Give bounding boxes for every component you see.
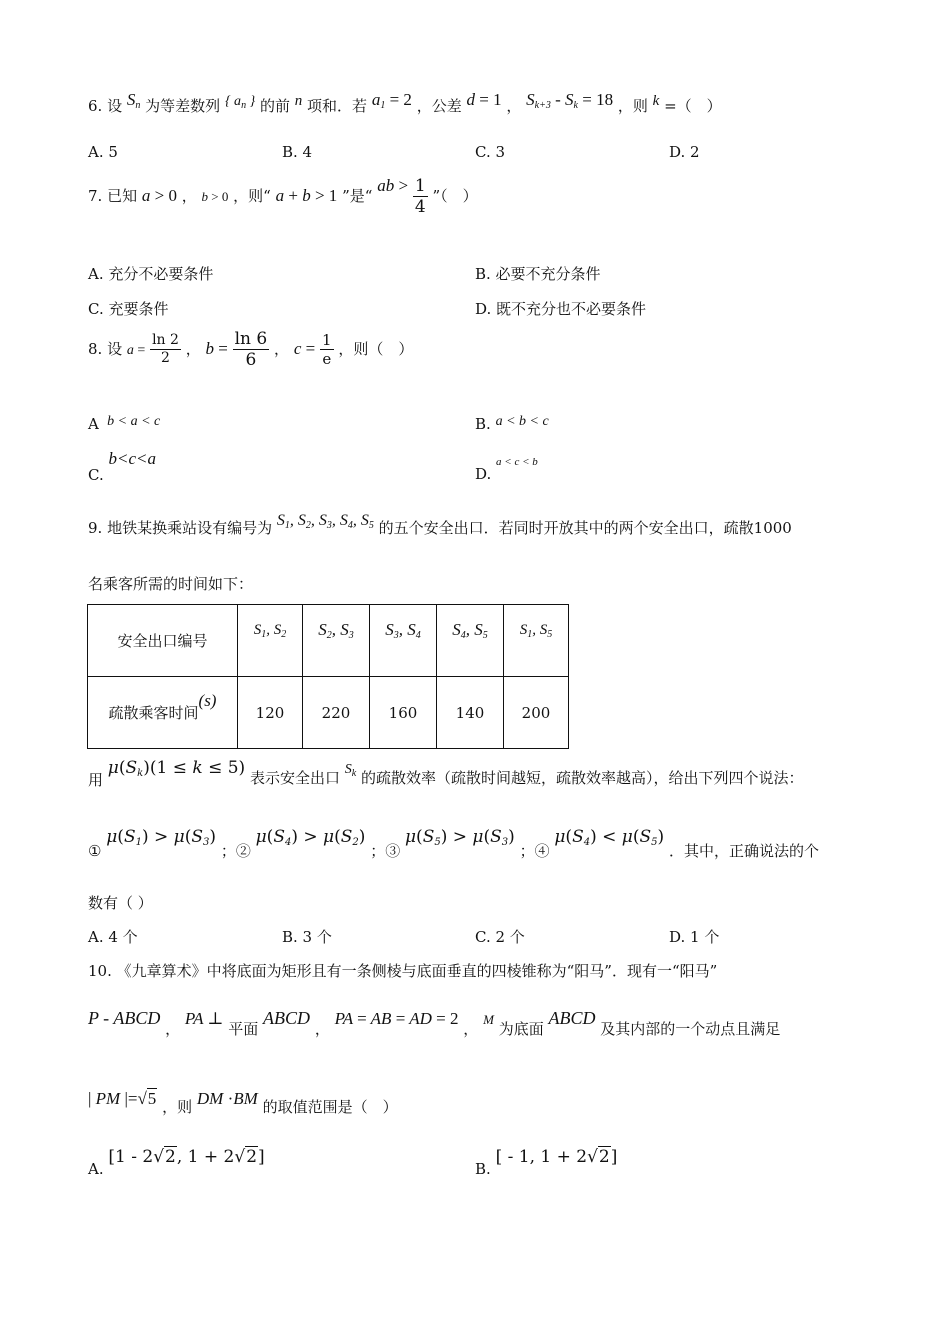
question-10-line1: 10. 《九章算术》中将底面为矩形且有一条侧棱与底面垂直的四棱锥称为“阳马”．现有一“阳马”	[88, 962, 718, 980]
question-7-stem: 7. 已知 a > 0 ， b > 0 ，则“ a + b > 1 ”是“ ab > $\frac{1}{4}$ ”（ ）	[88, 175, 478, 217]
q8-option-d: D. a < c < b	[475, 456, 538, 483]
question-9-efficiency-line: 用 $\mu(S_k)(1 \le k \le 5)$ 表示安全出口 $S_k$ 的疏散效率（疏散时间越短，疏散效率越高），给出下列四个说法：	[88, 758, 804, 789]
table-cell-time: 140	[437, 677, 504, 749]
question-10-line3: | PM |=√5 ，则 DM ·BM 的取值范围是（ ）	[88, 1089, 398, 1116]
table-cell-time: 200	[504, 677, 569, 749]
question-9-statements: ① $\mu(S_1) > \mu(S_3)$ ；② $\mu(S_4) > \mu(S_2)$ ；③ $\mu(S_5) > \mu(S_3)$ ；④ $\mu(S_4) < \mu(S_5)$ ．其中，正确说法的个	[88, 827, 819, 860]
question-9-stem-line1: 9. 地铁某换乘站设有编号为 $S_1$, $S_2$, $S_3$, $S_4$, $S_5$ 的五个安全出口．若同时开放其中的两个安全出口，疏散1000	[88, 512, 792, 537]
q9-option-b: B. 3 个	[282, 928, 332, 946]
evacuation-table	[87, 604, 569, 749]
question-9-stem-end: 数有（ ）	[88, 894, 153, 912]
question-9-stem-line2: 名乘客所需的时间如下：	[88, 575, 254, 593]
table-cell-exit-pair: $S_2$, $S_3$	[303, 605, 370, 677]
q7-option-b: B. 必要不充分条件	[475, 265, 601, 283]
q7-option-c: C. 充要条件	[88, 300, 169, 318]
q8-option-a: A b < a < c	[88, 414, 161, 433]
q7-option-d: D. 既不充分也不必要条件	[475, 300, 647, 318]
q6-option-b: B. 4	[282, 143, 313, 161]
table-cell-exit-pair: $S_3$, $S_4$	[370, 605, 437, 677]
table-cell-time: 160	[370, 677, 437, 749]
q6-option-a: A. 5	[88, 143, 118, 161]
table-cell-exit-pair: $S_4$, $S_5$	[437, 605, 504, 677]
table-cell-exit-pair: $S_1$, $S_5$	[504, 605, 569, 677]
table-header-exit: 安全出口编号	[88, 605, 238, 677]
q10-option-b: B. [ - 1, 1 + 2√2]	[475, 1147, 618, 1178]
question-8-stem: 8. 设 a = $\frac{\ln 2}{2}$ ， b = $\frac{\ln 6}{6}$ ， c = $\frac{1}{e}$ ，则（ ）	[88, 329, 414, 370]
question-6-stem: 6. 设 $S_n$ 为等差数列 { $a_n$ } 的前 n 项和．若 $a_1 = 2$ ，公差 d = 1 ， $S_{k+3} - S_k = 18$ ，则 k =（ ）	[88, 90, 722, 115]
table-row	[88, 677, 569, 749]
q9-option-d: D. 1 个	[669, 928, 720, 946]
table-cell-exit-pair: $S_1$, $S_2$	[238, 605, 303, 677]
q8-option-c: C. b<c<a	[88, 449, 156, 484]
table-row	[88, 605, 569, 677]
table-cell-time: 120	[238, 677, 303, 749]
q10-option-a: A. [1 - 2√2, 1 + 2√2]	[88, 1147, 265, 1178]
q6-option-c: C. 3	[475, 143, 506, 161]
table-header-time: 疏散乘客时间(s)	[88, 677, 238, 749]
q6-option-d: D. 2	[669, 143, 700, 161]
question-10-line2: P - ABCD ， PA ⊥ 平面 ABCD ， PA = AB = AD = 2 ， M 为底面 ABCD 及其内部的一个动点且满足	[88, 1008, 781, 1038]
q9-option-c: C. 2 个	[475, 928, 525, 946]
q7-option-a: A. 充分不必要条件	[88, 265, 214, 283]
q8-option-b: B. a < b < c	[475, 414, 549, 433]
q9-option-a: A. 4 个	[88, 928, 138, 946]
table-cell-time: 220	[303, 677, 370, 749]
